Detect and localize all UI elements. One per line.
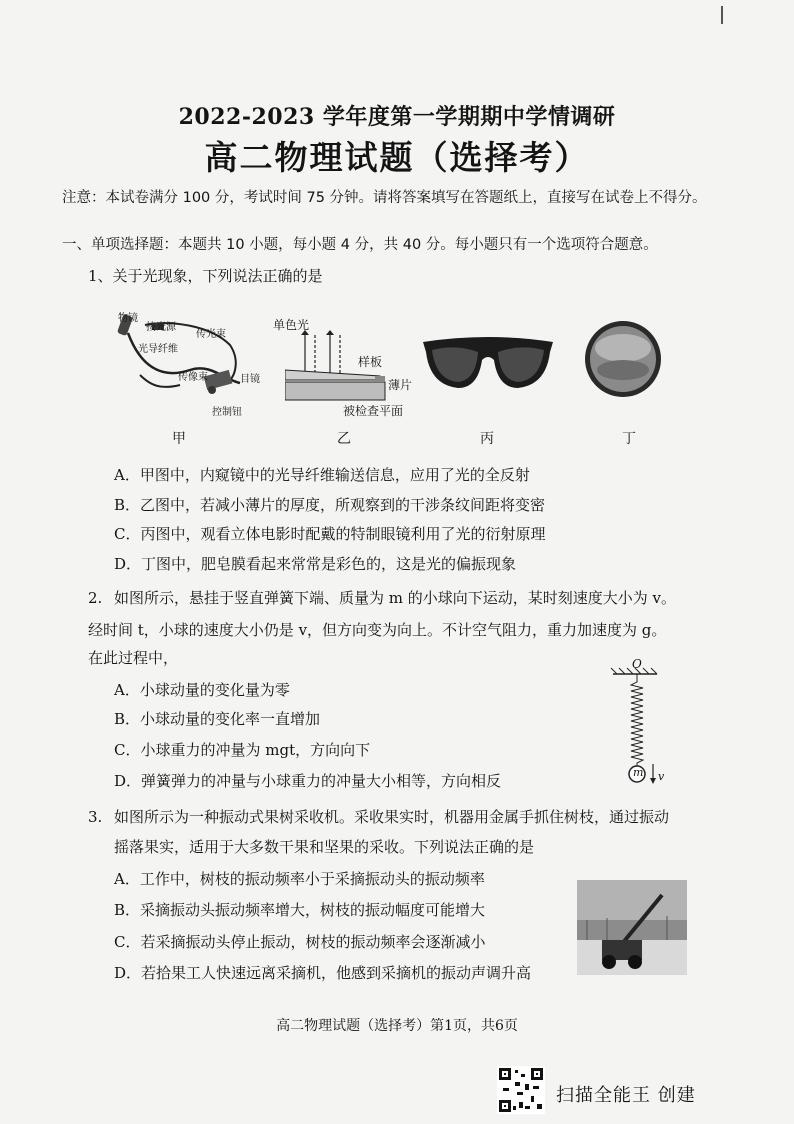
label-light-source: 接光源 (146, 322, 176, 333)
q2-option-c: C．小球重力的冲量为 mgt，方向向下 (114, 741, 371, 759)
exam-title: 2022-2023 学年度第一学期期中学情调研 (178, 104, 616, 130)
q1-stem: 1、关于光现象，下列说法正确的是 (88, 267, 323, 285)
label-image-bundle: 传像束 (178, 372, 208, 383)
label-m: m (633, 766, 644, 779)
q3-option-d: D．若拾果工人快速远离采摘机，他感到采摘机的振动声调升高 (114, 964, 532, 982)
q3-option-b: B．采摘振动头振动频率增大，树枝的振动幅度可能增大 (114, 901, 486, 919)
q3-option-c: C．若采摘振动头停止振动，树枝的振动频率会逐渐减小 (114, 933, 486, 951)
label-thin-sheet: 薄片 (388, 378, 413, 392)
q2-line-3: 在此过程中， (88, 649, 179, 667)
label-template: 样板 (358, 355, 383, 369)
figure-interference (285, 330, 415, 410)
q1-option-c: C．丙图中，观看立体电影时配戴的特制眼镜利用了光的衍射原理 (114, 525, 546, 543)
q1-option-d: D．丁图中，肥皂膜看起来常常是彩色的，这是光的偏振现象 (114, 555, 517, 573)
label-o: O (632, 657, 642, 671)
scanner-watermark: 扫描全能王 创建 (556, 1085, 696, 1106)
page-edge-mark (721, 6, 723, 24)
label-monochromatic-light: 单色光 (273, 318, 310, 332)
caption-bing: 丙 (480, 431, 494, 447)
q1-option-a: A．甲图中，内窥镜中的光导纤维输送信息，应用了光的全反射 (114, 466, 530, 484)
q3-line-2: 摇落果实，适用于大多数干果和坚果的采收。下列说法正确的是 (114, 838, 535, 856)
label-v: v (658, 770, 665, 783)
label-control-knob: 控制钮 (212, 407, 242, 418)
section-heading: 一、单项选择题：本题共 10 小题，每小题 4 分，共 40 分。每小题只有一个选项符合题意。 (62, 237, 658, 253)
caption-yi: 乙 (337, 431, 351, 447)
caption-ding: 丁 (622, 431, 636, 447)
label-objective: 物镜 (118, 313, 138, 324)
q3-option-a: A．工作中，树枝的振动频率小于采摘振动头的振动频率 (114, 870, 485, 888)
q2-number: 2. (88, 589, 103, 607)
figure-soap-film (583, 318, 663, 400)
figure-3d-glasses (418, 330, 558, 400)
label-light-bundle: 传光束 (196, 329, 226, 340)
q2-option-a: A．小球动量的变化量为零 (114, 681, 290, 699)
q2-option-d: D．弹簧弹力的冲量与小球重力的冲量大小相等，方向相反 (114, 772, 502, 790)
label-eyepiece: 目镜 (240, 374, 260, 385)
label-inspected-plane: 被检查平面 (343, 404, 404, 418)
q2-line-1: 如图所示，悬挂于竖直弹簧下端、质量为 m 的小球向下运动，某时刻速度大小为 v。 (114, 589, 677, 607)
page-footer: 高二物理试题（选择考）第1页，共6页 (276, 1018, 518, 1034)
q1-option-b: B．乙图中，若减小薄片的厚度，所观察到的干涉条纹间距将变密 (114, 496, 546, 514)
notice-text: 注意：本试卷满分 100 分，考试时间 75 分钟。请将答案填写在答题纸上，直接写在试卷上不得分。 (62, 190, 707, 206)
q2-option-b: B．小球动量的变化率一直增加 (114, 710, 321, 728)
label-optical-fiber: 光导纤维 (138, 344, 178, 355)
q2-line-2: 经时间 t，小球的速度大小仍是 v，但方向变为向上。不计空气阻力，重力加速度为 g。 (88, 621, 667, 639)
q3-line-1: 如图所示为一种振动式果树采收机。采收果实时，机器用金属手抓住树枝，通过振动 (114, 808, 670, 826)
figure-harvester-photo (577, 880, 687, 975)
qr-code-icon (497, 1066, 545, 1114)
exam-subtitle: 高二物理试题（选择考） (204, 138, 590, 177)
caption-jia: 甲 (172, 431, 186, 447)
q3-number: 3. (88, 808, 103, 826)
